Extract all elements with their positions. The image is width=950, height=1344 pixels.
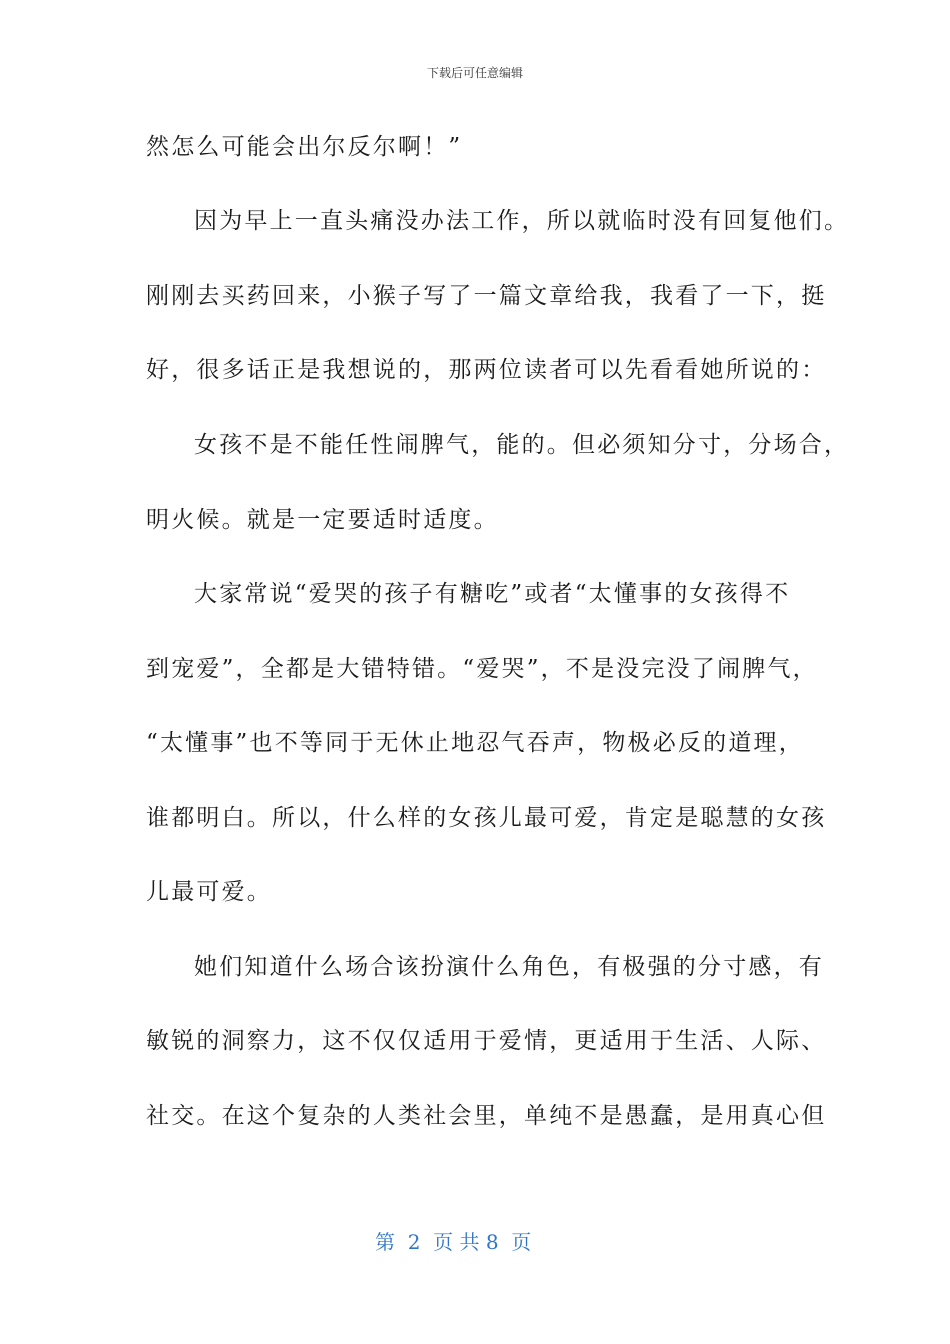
text-line: 社交。在这个复杂的人类社会里，单纯不是愚蠢，是用真心但: [146, 1103, 827, 1129]
text-line: 刚刚去买药回来，小猴子写了一篇文章给我，我看了一下，挺: [146, 283, 827, 309]
text-line: 到宠爱”，全都是大错特错。“爱哭”，不是没完没了闹脾气，: [146, 656, 818, 682]
text-line: 好，很多话正是我想说的，那两位读者可以先看看她所说的：: [146, 357, 827, 383]
text-line: 儿最可爱。: [146, 879, 272, 905]
text-line: “太懂事”也不等同于无休止地忍气吞声，物极必反的道理，: [146, 730, 804, 756]
text-line: 然怎么可能会出尔反尔啊！”: [146, 134, 463, 160]
text-line: 明火候。就是一定要适时适度。: [146, 507, 499, 533]
text-line: 大家常说“爱哭的孩子有糖吃”或者“太懂事的女孩得不: [194, 581, 791, 607]
page-number: 第 2 页 共 8 页: [375, 1230, 532, 1254]
text-line: 因为早上一直头痛没办法工作，所以就临时没有回复他们。: [194, 208, 850, 234]
text-line: 敏锐的洞察力，这不仅仅适用于爱情，更适用于生活、人际、: [146, 1028, 827, 1054]
page-header: 下载后可任意编辑: [426, 66, 523, 80]
text-line: 谁都明白。所以，什么样的女孩儿最可爱，肯定是聪慧的女孩: [146, 805, 827, 831]
text-line: 她们知道什么场合该扮演什么角色，有极强的分寸感，有: [194, 954, 824, 980]
text-line: 女孩不是不能任性闹脾气，能的。但必须知分寸，分场合，: [194, 432, 850, 458]
